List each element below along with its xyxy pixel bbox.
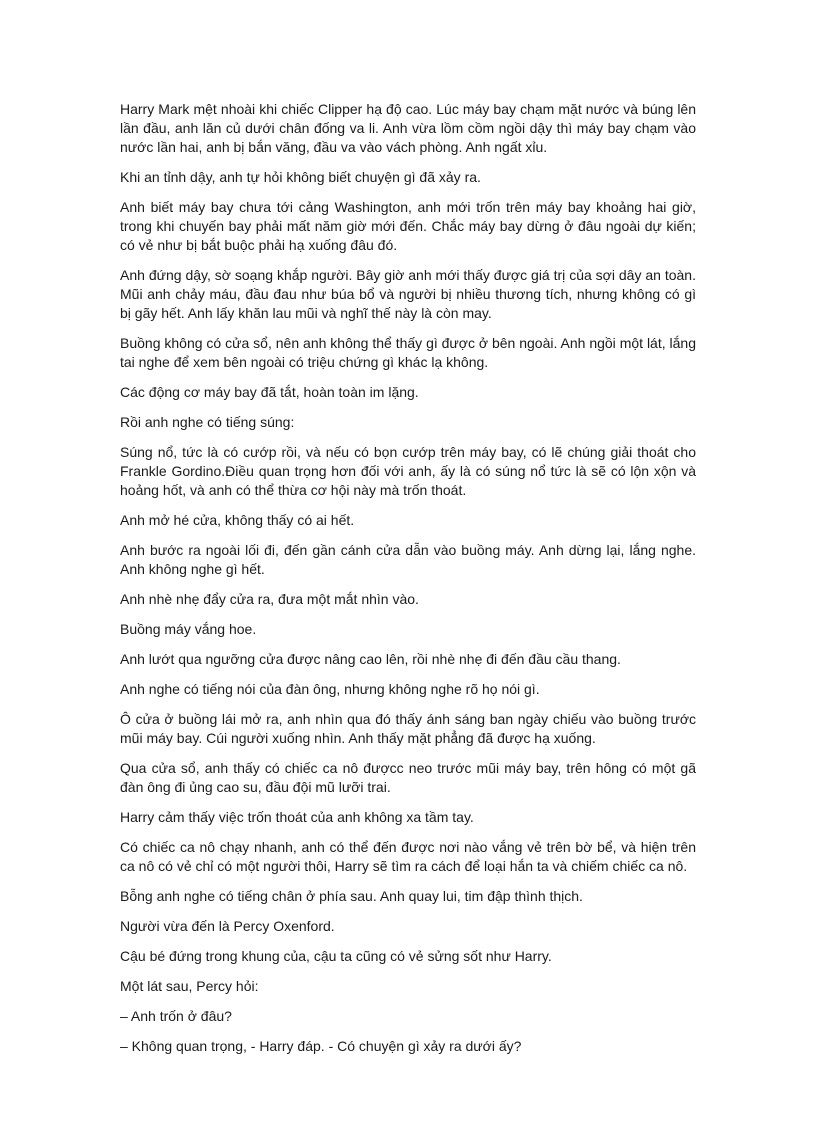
paragraph: Có chiếc ca nô chạy nhanh, anh có thể đến được nơi nào vắng vẻ trên bờ bể, và hiện trên ca nô có vẻ chỉ có một người thôi, Harry sẽ tìm ra cách để loại hắn ta và chiếm chiếc ca nô. [120, 839, 696, 874]
paragraph: Ô cửa ở buồng lái mở ra, anh nhìn qua đó thấy ánh sáng ban ngày chiếu vào buồng trước mũi máy bay. Cúi người xuống nhìn. Anh thấy mặt phẳng đã được hạ xuống. [120, 711, 696, 746]
paragraph: Người vừa đến là Percy Oxenford. [120, 918, 335, 934]
paragraph: Harry Mark mệt nhoài khi chiếc Clipper hạ độ cao. Lúc máy bay chạm mặt nước và búng lên lần đầu, anh lăn củ dưới chân đống va li. Anh vừa lồm cồm ngồi dậy thì máy bay chạm vào nước lần hai, anh bị bắn văng, đầu va vào vách phòng. Anh ngất xỉu. [120, 101, 696, 155]
paragraph: Buồng máy vắng hoe. [120, 621, 257, 637]
paragraph: Anh bước ra ngoài lối đi, đến gần cánh cửa dẫn vào buồng máy. Anh dừng lại, lắng nghe. Anh không nghe gì hết. [120, 542, 696, 577]
document-page [120, 100, 696, 1067]
paragraph: Anh biết máy bay chưa tới cảng Washington, anh mới trốn trên máy bay khoảng hai giờ, trong khi chuyến bay phải mất năm giờ mới đến. Chắc máy bay dừng ở đâu ngoài dự kiến; có vẻ như bị bắt buộc phải hạ xuống đâu đó. [120, 199, 696, 253]
paragraph: Anh nhè nhẹ đẩy cửa ra, đưa một mắt nhìn vào. [120, 591, 419, 607]
paragraph: Khi an tỉnh dậy, anh tự hỏi không biết chuyện gì đã xảy ra. [120, 169, 481, 185]
paragraph: Anh nghe có tiếng nói của đàn ông, nhưng không nghe rõ họ nói gì. [120, 681, 540, 697]
paragraph: Bỗng anh nghe có tiếng chân ở phía sau. Anh quay lui, tim đập thình thịch. [120, 888, 583, 904]
paragraph: Anh lướt qua ngưỡng cửa được nâng cao lên, rồi nhè nhẹ đi đến đầu cầu thang. [120, 651, 621, 667]
paragraph: Harry cảm thấy việc trốn thoát của anh không xa tầm tay. [120, 809, 474, 825]
paragraph: Anh đứng dậy, sờ soạng khắp người. Bây giờ anh mới thấy được giá trị của sợi dây an toàn. Mũi anh chảy máu, đầu đau như búa bổ và người bị nhiều thương tích, nhưng không có gì bị gãy hết. Anh lấy khăn lau mũi và nghĩ thế này là còn may. [120, 267, 696, 321]
paragraph: Súng nổ, tức là có cướp rồi, và nếu có bọn cướp trên máy bay, có lẽ chúng giải thoát cho Frankle Gordino.Điều quan trọng hơn đối với anh, ấy là có súng nổ tức là sẽ có lộn xộn và hoảng hốt, và anh có thể thừa cơ hội này mà trốn thoát. [120, 444, 696, 498]
dialogue-line: – Không quan trọng, - Harry đáp. - Có chuyện gì xảy ra dưới ấy? [120, 1038, 522, 1054]
paragraph: Buồng không có cửa sổ, nên anh không thể thấy gì được ở bên ngoài. Anh ngồi một lát, lắng tai nghe để xem bên ngoài có triệu chứng gì khác lạ không. [120, 335, 696, 370]
paragraph: Anh mở hé cửa, không thấy có ai hết. [120, 512, 355, 528]
paragraph: Qua cửa sổ, anh thấy có chiếc ca nô đượcc neo trước mũi máy bay, trên hông có một gã đàn ông đi ủng cao su, đầu đội mũ lưỡi trai. [120, 760, 696, 795]
paragraph: Các động cơ máy bay đã tắt, hoàn toàn im lặng. [120, 384, 419, 400]
paragraph: Rồi anh nghe có tiếng súng: [120, 414, 295, 430]
paragraph: Một lát sau, Percy hỏi: [120, 978, 259, 994]
paragraph: Cậu bé đứng trong khung của, cậu ta cũng có vẻ sửng sốt như Harry. [120, 948, 552, 964]
dialogue-line: – Anh trốn ở đâu? [120, 1008, 232, 1024]
